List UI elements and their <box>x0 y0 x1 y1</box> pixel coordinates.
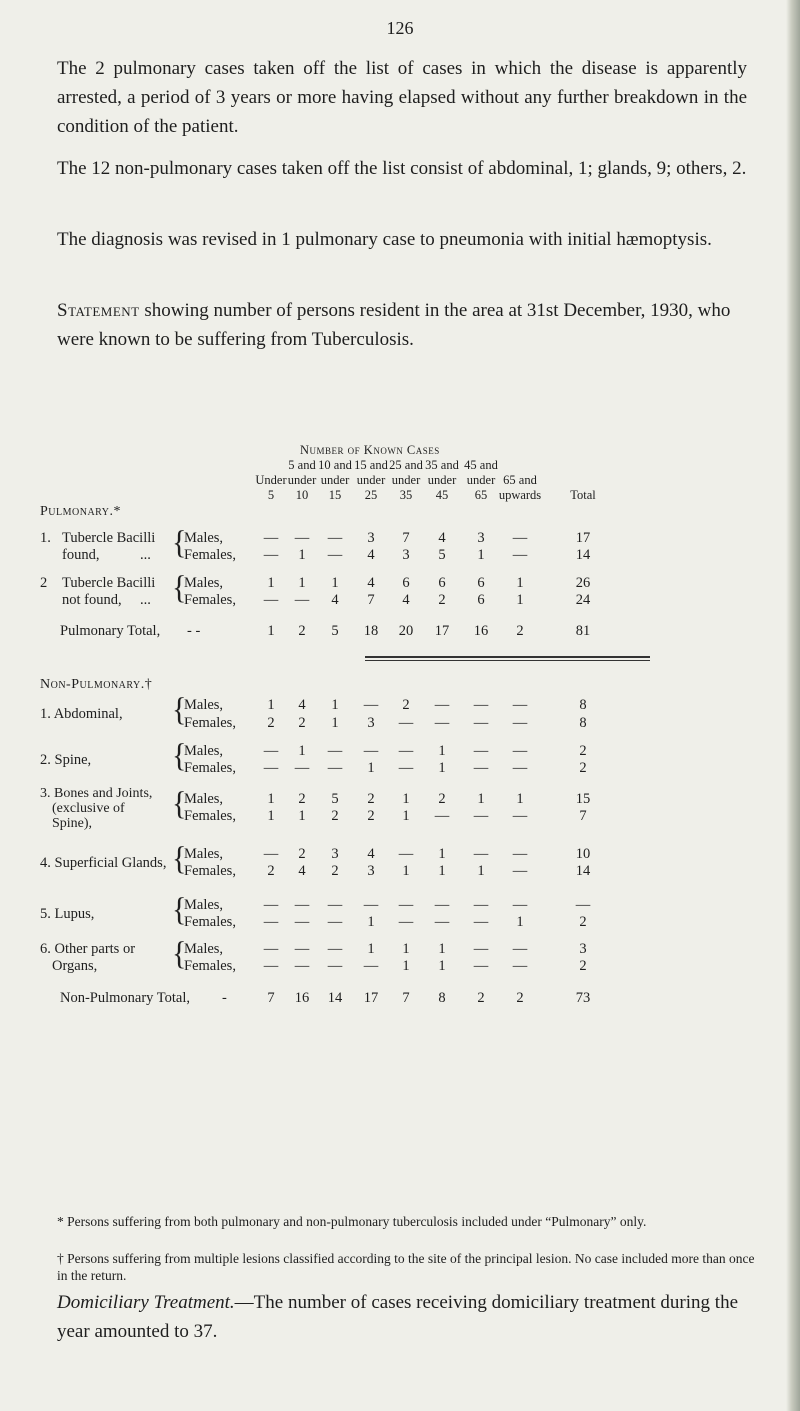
column-header: 45 <box>435 488 449 502</box>
total-cell: 17 <box>434 623 450 639</box>
paragraph-arrested-cases: The 2 pulmonary cases taken off the list of cases in which the disease is apparently arrested, a period of 3 years or more having elapsed without any further breakdown in the condition of the patient. <box>57 58 747 137</box>
table-cell: 4 <box>331 592 339 608</box>
table-cell: 1 <box>477 791 485 807</box>
table-cell: 3 <box>477 530 485 546</box>
table-cell: 2 <box>331 808 339 824</box>
table-cell: — <box>327 914 343 930</box>
table-rule <box>365 656 650 658</box>
table-cell: — <box>512 941 528 957</box>
table-cell: — <box>473 743 489 759</box>
table-cell: — <box>363 697 379 713</box>
table-cell: — <box>294 592 310 608</box>
column-header: 35 <box>399 488 413 502</box>
table-cell: — <box>294 914 310 930</box>
total-cell: 7 <box>402 990 410 1006</box>
table-cell: 1 <box>438 743 446 759</box>
table-cell: 3 <box>367 863 375 879</box>
table-cell: — <box>327 547 343 563</box>
table-cell: 1 <box>267 575 275 591</box>
table-cell: — <box>512 547 528 563</box>
brace-icon: { <box>172 935 187 972</box>
table-cell: 3 <box>367 715 375 731</box>
pulmonary-total-label: Pulmonary Total, <box>60 623 161 639</box>
table-cell: 1 <box>331 697 339 713</box>
column-header: 10 <box>295 488 309 502</box>
table-cell: 2 <box>267 863 275 879</box>
non-pulmonary-total-label: Non-Pulmonary Total, <box>60 990 191 1006</box>
table-cell: — <box>363 958 379 974</box>
table-cell: 1 <box>402 863 410 879</box>
table-cell: — <box>398 760 414 776</box>
table-cell: — <box>263 941 279 957</box>
table-cell: — <box>434 897 450 913</box>
table-cell: — <box>473 958 489 974</box>
brace-icon: { <box>172 737 187 774</box>
table-cell: 1 <box>267 808 275 824</box>
sex-label: Females, <box>184 547 236 563</box>
domiciliary-text: —The number of cases receiving domiciliary treatment during the year amounted to 37. <box>57 1292 738 1342</box>
column-header: upwards <box>498 488 542 502</box>
sex-label: Males, <box>184 846 224 862</box>
pulmonary-row-number: 2 <box>40 575 48 591</box>
table-cell: — <box>398 897 414 913</box>
table-cell: 14 <box>575 863 591 879</box>
statement-paragraph <box>57 296 747 354</box>
table-cell: 4 <box>367 575 375 591</box>
total-cell: 2 <box>516 990 524 1006</box>
column-header: under <box>391 473 421 487</box>
brace-icon: { <box>172 891 187 928</box>
non-pulmonary-row-label: 6. Other parts or <box>40 941 136 957</box>
table-cell: 4 <box>367 846 375 862</box>
table-cell: 8 <box>579 715 587 731</box>
table-cell: 1 <box>298 575 306 591</box>
table-cell: 3 <box>402 547 410 563</box>
table-cell: — <box>363 897 379 913</box>
total-cell: 14 <box>327 990 343 1006</box>
table-cell: 2 <box>579 760 587 776</box>
table-cell: 4 <box>438 530 446 546</box>
pulmonary-row-label: Tubercle Bacilli <box>62 530 156 546</box>
table-cell: 6 <box>402 575 410 591</box>
non-pulmonary-row-label: Organs, <box>52 958 98 974</box>
statement-lead: Statement <box>57 300 140 321</box>
table-cell: 24 <box>575 592 591 608</box>
table-cell: 2 <box>402 697 410 713</box>
sex-label: Females, <box>184 760 236 776</box>
total-cell: 17 <box>363 990 379 1006</box>
column-header: 15 <box>328 488 342 502</box>
table-cell: — <box>512 530 528 546</box>
table-cell: — <box>327 897 343 913</box>
non-pulmonary-row-label: 2. Spine, <box>40 751 92 768</box>
table-cell: — <box>263 897 279 913</box>
table-cell: 2 <box>579 743 587 759</box>
table-cell: 1 <box>516 592 524 608</box>
table-cell: 2 <box>367 791 375 807</box>
domiciliary-paragraph <box>57 1288 747 1346</box>
brace-icon: { <box>172 691 187 728</box>
table-cell: — <box>473 715 489 731</box>
sex-label: Males, <box>184 941 224 957</box>
column-header: 65 <box>474 488 488 502</box>
page-edge-shadow <box>786 0 800 1411</box>
table-cell: 1 <box>298 808 306 824</box>
table-cell: — <box>263 547 279 563</box>
table-cell: 6 <box>477 575 485 591</box>
dotted-leader: - <box>222 990 227 1006</box>
table-cell: — <box>473 914 489 930</box>
table-cell: 4 <box>298 863 306 879</box>
table-cell: 1 <box>516 575 524 591</box>
table-cell: — <box>263 958 279 974</box>
table-cell: 1 <box>331 715 339 731</box>
table-cell: — <box>294 897 310 913</box>
non-pulmonary-row-label: 1. Abdominal, <box>40 706 123 722</box>
sex-label: Females, <box>184 715 236 731</box>
table-cell: 1 <box>438 863 446 879</box>
table-cell: 1 <box>267 791 275 807</box>
pulmonary-row-label: found, <box>62 547 100 563</box>
table-cell: 2 <box>367 808 375 824</box>
column-header: Total <box>570 488 596 502</box>
table-cell: 1 <box>402 791 410 807</box>
table-cell: 1 <box>298 743 306 759</box>
paragraph-diagnosis-revised: The diagnosis was revised in 1 pulmonary case to pneumonia with initial hæmoptysis. <box>57 229 712 250</box>
table-cell: 1 <box>298 547 306 563</box>
table-cell: — <box>398 743 414 759</box>
table-cell: — <box>434 808 450 824</box>
table-cell: 6 <box>477 592 485 608</box>
sex-label: Males, <box>184 743 224 759</box>
footnote-pulmonary: * Persons suffering from both pulmonary and non-pulmonary tuberculosis included under “Pulmonary” only. <box>57 1214 647 1229</box>
table-cell: 1 <box>367 760 375 776</box>
column-header: 5 <box>267 488 275 502</box>
total-cell: 2 <box>477 990 485 1006</box>
table-cell: 1 <box>438 941 446 957</box>
table-cell: — <box>327 941 343 957</box>
total-cell: 73 <box>575 990 591 1006</box>
column-header: 45 and <box>464 458 498 472</box>
table-cell: — <box>434 697 450 713</box>
table-cell: — <box>263 914 279 930</box>
table-cell: — <box>263 760 279 776</box>
total-cell: 7 <box>267 990 275 1006</box>
table-cell: 7 <box>402 530 410 546</box>
table-cell: 17 <box>575 530 591 546</box>
table-cell: 8 <box>579 697 587 713</box>
table-cell: — <box>294 941 310 957</box>
table-cell: 1 <box>477 547 485 563</box>
table-cell: — <box>512 808 528 824</box>
table-cell: 15 <box>575 791 591 807</box>
table-cell: — <box>398 846 414 862</box>
table-cell: 14 <box>575 547 591 563</box>
table-cell: — <box>512 697 528 713</box>
dotted-leader: ... <box>140 592 151 608</box>
table-cell: — <box>434 715 450 731</box>
column-header: 15 and <box>354 458 388 472</box>
table-cell: 1 <box>367 914 375 930</box>
table-cell: 2 <box>579 914 587 930</box>
domiciliary-heading: Domiciliary Treatment. <box>57 1292 235 1313</box>
column-header: under <box>466 473 496 487</box>
column-header: under <box>356 473 386 487</box>
table-cell: 1 <box>402 941 410 957</box>
sex-label: Females, <box>184 958 236 974</box>
table-cell: — <box>575 897 591 913</box>
column-header: Under <box>255 473 287 487</box>
table-cell: 4 <box>367 547 375 563</box>
non-pulmonary-row-label: 3. Bones and Joints, <box>40 786 153 801</box>
table-cell: — <box>263 530 279 546</box>
non-pulmonary-section-title: Non-Pulmonary.† <box>40 677 153 692</box>
sex-label: Males, <box>184 575 224 591</box>
total-cell: 2 <box>298 623 306 639</box>
total-cell: 20 <box>398 623 414 639</box>
brace-icon: { <box>172 569 187 606</box>
page-number: 126 <box>386 18 414 38</box>
table-cell: — <box>434 914 450 930</box>
brace-icon: { <box>172 785 187 822</box>
non-pulmonary-row-label: 5. Lupus, <box>40 905 95 922</box>
table-cell: 2 <box>267 715 275 731</box>
table-cell: 1 <box>331 575 339 591</box>
table-cell: 4 <box>402 592 410 608</box>
sex-label: Males, <box>184 530 224 546</box>
table-cell: — <box>363 743 379 759</box>
brace-icon: { <box>172 840 187 877</box>
total-cell: 1 <box>267 623 275 639</box>
table-cell: — <box>473 846 489 862</box>
table-cell: 4 <box>298 697 306 713</box>
table-cell: 2 <box>438 592 446 608</box>
total-cell: 5 <box>331 623 339 639</box>
table-cell: 2 <box>331 863 339 879</box>
table-cell: — <box>398 914 414 930</box>
table-cell: — <box>327 743 343 759</box>
table-cell: 1 <box>438 760 446 776</box>
brace-icon: { <box>172 524 187 561</box>
table-cell: 3 <box>367 530 375 546</box>
column-header: 25 <box>364 488 378 502</box>
table-cell: — <box>473 897 489 913</box>
column-header: 10 and <box>318 458 352 472</box>
table-cell: 1 <box>438 846 446 862</box>
table-cell: — <box>473 760 489 776</box>
sex-label: Females, <box>184 863 236 879</box>
footnote-non-pulmonary: † Persons suffering from multiple lesions classified according to the site of the principal lesion. No case included more than once in the return. <box>57 1251 755 1283</box>
table-cell: 1 <box>438 958 446 974</box>
pulmonary-row-number: 1. <box>40 530 51 546</box>
table-cell: — <box>294 530 310 546</box>
table-cell: — <box>512 715 528 731</box>
table-cell: 1 <box>516 791 524 807</box>
table-cell: 1 <box>267 697 275 713</box>
total-cell: 81 <box>575 623 591 639</box>
table-cell: — <box>512 760 528 776</box>
table-cell: 10 <box>575 846 591 862</box>
column-header: under <box>320 473 350 487</box>
table-cell: — <box>398 715 414 731</box>
table-cell: 3 <box>579 941 587 957</box>
column-header: 35 and <box>425 458 459 472</box>
table-cell: 2 <box>438 791 446 807</box>
sex-label: Males, <box>184 897 224 913</box>
sex-label: Males, <box>184 697 224 713</box>
sex-label: Females, <box>184 808 236 824</box>
column-header: 25 and <box>389 458 423 472</box>
table-cell: — <box>473 941 489 957</box>
table-cell: — <box>327 958 343 974</box>
column-header: 65 and <box>503 473 537 487</box>
table-cell: 2 <box>298 791 306 807</box>
non-pulmonary-row-label: (exclusive of <box>52 801 125 816</box>
statement-text: showing number of persons resident in the area at 31st December, 1930, who were known to be suffering from Tuberculosis. <box>57 300 731 350</box>
table-cell: 2 <box>298 715 306 731</box>
pulmonary-section-title: Pulmonary.* <box>40 504 122 519</box>
total-cell: 16 <box>294 990 310 1006</box>
dotted-leader: - - <box>187 623 201 639</box>
table-cell: — <box>263 743 279 759</box>
dotted-leader: ... <box>140 547 151 563</box>
total-cell: 16 <box>473 623 489 639</box>
table-cell: 7 <box>579 808 587 824</box>
table-cell: — <box>473 808 489 824</box>
pulmonary-row-label: Tubercle Bacilli <box>62 575 156 591</box>
table-cell: — <box>512 846 528 862</box>
sex-label: Females, <box>184 914 236 930</box>
total-cell: 8 <box>438 990 446 1006</box>
table-cell: — <box>327 530 343 546</box>
table-cell: — <box>473 697 489 713</box>
table-cell: — <box>294 958 310 974</box>
non-pulmonary-row-label: 4. Superficial Glands, <box>40 854 167 871</box>
column-header: 5 and <box>288 458 316 472</box>
non-pulmonary-row-label: Spine), <box>52 816 93 831</box>
table-cell: — <box>294 760 310 776</box>
table-cell: 1 <box>477 863 485 879</box>
table-cell: — <box>263 846 279 862</box>
table-cell: 2 <box>298 846 306 862</box>
table-cell: 5 <box>331 791 339 807</box>
table-cell: 1 <box>402 808 410 824</box>
sex-label: Males, <box>184 791 224 807</box>
table-cell: 3 <box>331 846 339 862</box>
table-cell: 26 <box>575 575 591 591</box>
table-cell: 1 <box>402 958 410 974</box>
table-cell: 7 <box>367 592 375 608</box>
table-cell: — <box>263 592 279 608</box>
table-cell: — <box>512 863 528 879</box>
table-cell: 6 <box>438 575 446 591</box>
table-cell: — <box>512 958 528 974</box>
group-header: Number of Known Cases <box>300 443 440 457</box>
column-header: under <box>287 473 317 487</box>
table-cell: 2 <box>579 958 587 974</box>
table-cell: 1 <box>367 941 375 957</box>
table-cell: — <box>327 760 343 776</box>
table-cell: — <box>512 897 528 913</box>
table-cell: 1 <box>516 914 524 930</box>
total-cell: 2 <box>516 623 524 639</box>
total-cell: 18 <box>363 623 379 639</box>
table-rule <box>365 660 650 661</box>
paragraph-non-pulmonary-cases: The 12 non-pulmonary cases taken off the list consist of abdominal, 1; glands, 9; others, 2. <box>57 158 747 179</box>
table-cell: — <box>512 743 528 759</box>
pulmonary-row-label: not found, <box>62 592 122 608</box>
sex-label: Females, <box>184 592 236 608</box>
table-cell: 5 <box>438 547 446 563</box>
column-header: under <box>427 473 457 487</box>
